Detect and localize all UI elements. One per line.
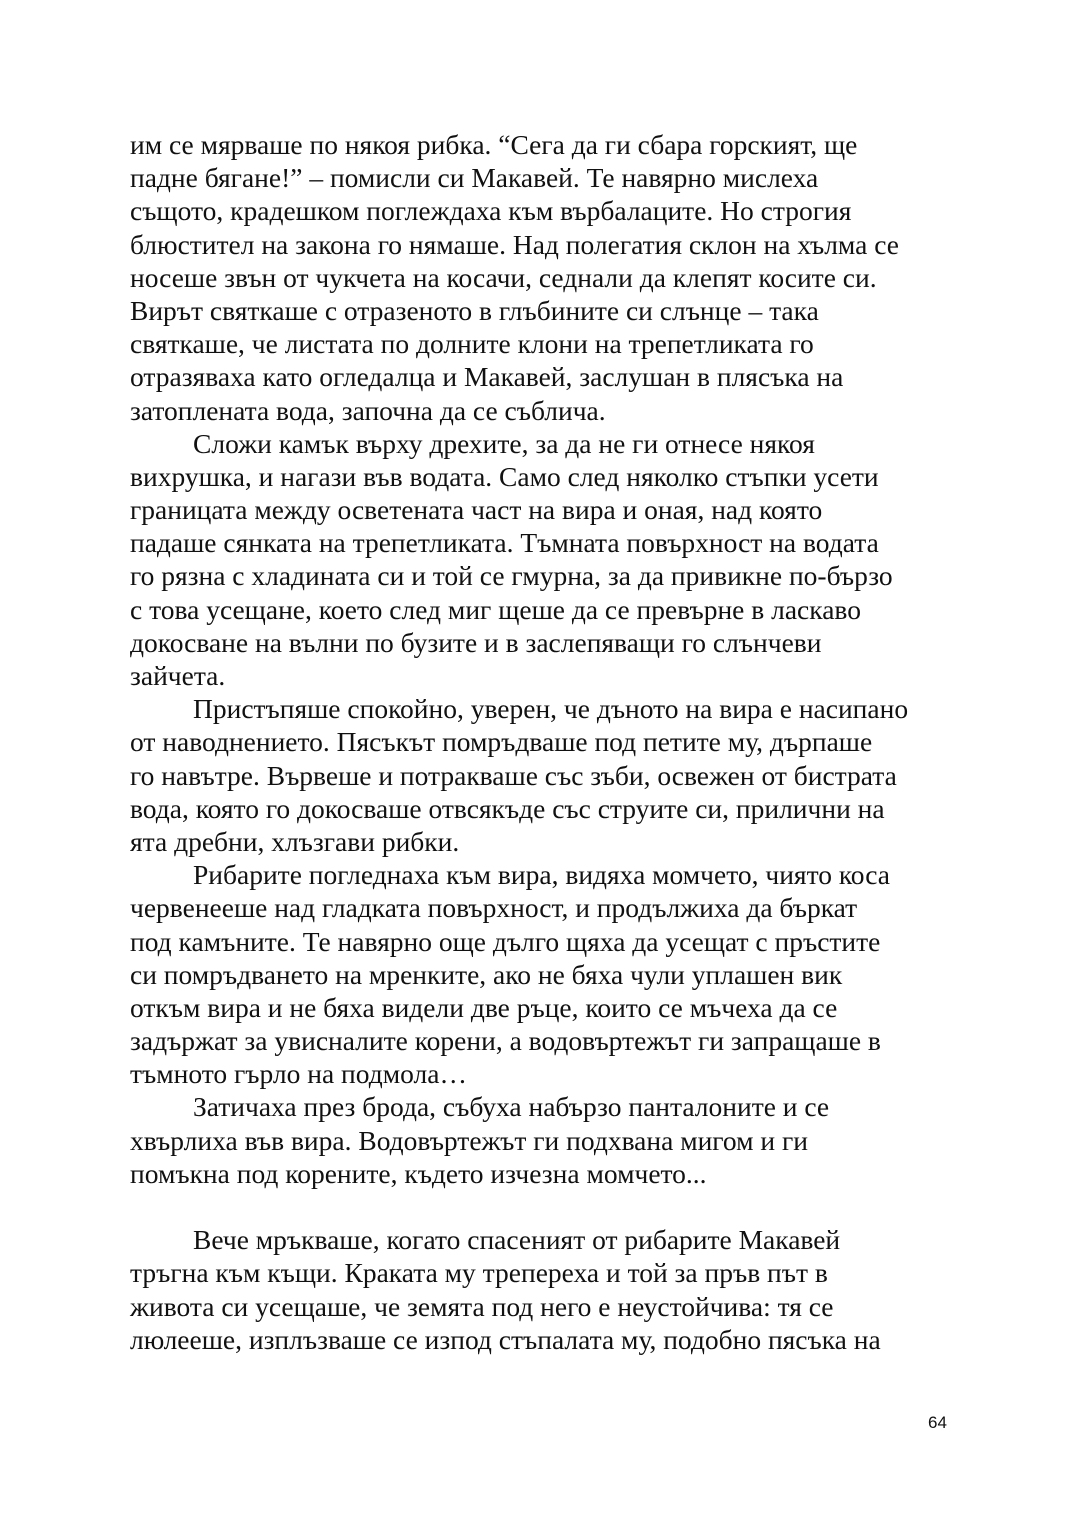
- text-line: святкаше, че листата по долните клони на трепетликата го: [130, 328, 814, 360]
- paragraph-start-line: Пристъпяше спокойно, уверен, че дъното на вира е насипано: [193, 693, 909, 725]
- text-line: им се мярваше по някоя рибка. “Сега да ги сбара горският, ще: [130, 129, 858, 160]
- paragraph-start-line: Затичаха през брода, събуха набързо панталоните и се: [193, 1091, 830, 1123]
- text-line: отразяваха като огледалца и Макавей, заслушан в плясъка на: [130, 361, 844, 393]
- paragraph-start-line: Сложи камък върху дрехите, за да не ги отнесе някоя: [193, 427, 815, 459]
- text-line: го навътре. Вървеше и потракваше със зъби, освежен от бистрата: [130, 759, 897, 791]
- text-line: го рязна с хладината си и той се гмурна, за да привикне по-бързо: [130, 560, 893, 592]
- text-line: докосване на вълни по бузите и в заслепяващи го слънчеви: [130, 626, 822, 658]
- text-line: от наводнението. Пясъкът помръдваше под петите му, дърпаше: [130, 726, 873, 758]
- text-line: падне бягане!” – помисли си Макавей. Те навярно мислеха: [130, 162, 819, 194]
- text-line: тръгна към къщи. Краката му трепереха и той за пръв път в: [130, 1257, 828, 1289]
- paragraph-start-line: Рибарите погледнаха към вира, видяха момчето, чиято коса: [193, 859, 890, 891]
- text-line: затоплената вода, започна да се съблича.: [130, 394, 606, 426]
- text-line: същото, крадешком поглеждаха към върбалаците. Но строгия: [130, 195, 852, 227]
- text-line: с това усещане, което след миг щеше да се превърне в ласкаво: [130, 593, 861, 625]
- text-line: си помръдването на мренките, ако не бяха чули уплашен вик: [130, 958, 843, 990]
- body-text: [130, 128, 960, 1356]
- page-number: 64: [928, 1413, 947, 1432]
- text-line: вода, която го докосваше отвсякъде със струите си, прилични на: [130, 792, 885, 824]
- text-line: зайчета.: [130, 660, 226, 691]
- text-line: задържат за увисналите корени, а водовъртежът ги запращаше в: [130, 1025, 881, 1057]
- paragraph-start-line: Вече мръкваше, когато спасеният от рибарите Макавей: [193, 1224, 841, 1256]
- text-line: Вирът святкаше с отразеното в глъбините си слънце – така: [130, 294, 819, 326]
- text-line: носеше звън от чукчета на косачи, седнали да клепят косите си.: [130, 261, 877, 293]
- text-line: блюстител на закона го нямаше. Над полегатия склон на хълма се: [130, 228, 899, 260]
- text-line: границата между осветената част на вира и оная, над която: [130, 494, 823, 526]
- text-line: тъмното гърло на подмола…: [130, 1058, 467, 1090]
- text-line: червенееше над гладката повърхност, и продължиха да бъркат: [130, 892, 858, 924]
- text-line: помъкна под корените, където изчезна момчето...: [130, 1157, 707, 1189]
- section-break: [130, 1190, 960, 1223]
- text-line: ята дребни, хлъзгави рибки.: [130, 825, 460, 857]
- text-line: люлееше, изплъзваше се изпод стъпалата му, подобно пясъка на: [130, 1323, 881, 1355]
- text-line: под камъните. Те навярно още дълго щяха да усещат с пръстите: [130, 925, 881, 957]
- text-line: живота си усещаше, че земята под него е неустойчива: тя се: [130, 1290, 834, 1322]
- text-line: падаше сянката на трепетликата. Тъмната повърхност на водата: [130, 527, 879, 559]
- text-line: откъм вира и не бяха видели две ръце, които се мъчеха да се: [130, 991, 838, 1023]
- text-line: вихрушка, и нагази във водата. Само след няколко стъпки усети: [130, 460, 879, 492]
- text-line: хвърлиха във вира. Водовъртежът ги подхвана мигом и ги: [130, 1124, 808, 1156]
